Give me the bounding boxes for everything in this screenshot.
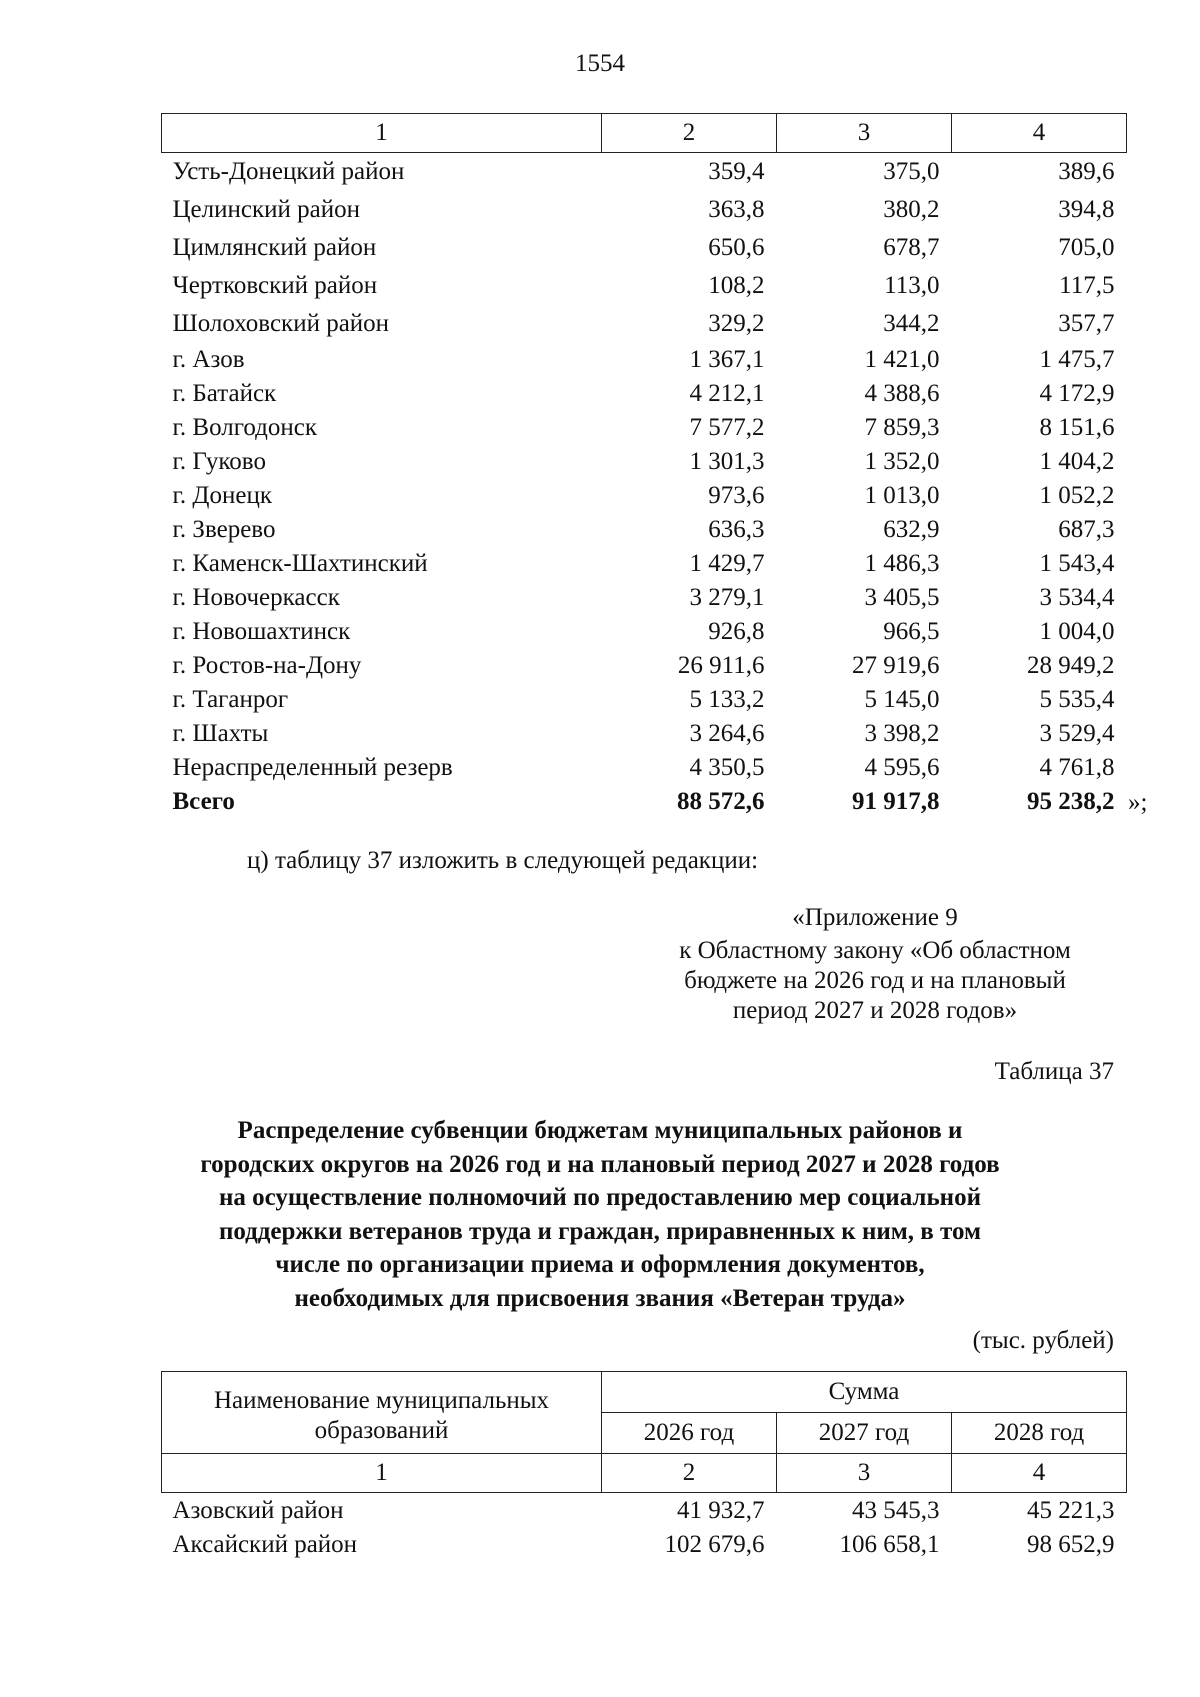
table-row [162, 683, 1127, 717]
amount-cell: 7 577,2 [689, 414, 765, 441]
amount-cell: 5 145,0 [864, 686, 940, 713]
column-number: 1 [162, 114, 602, 153]
municipality-name: Всего [172, 788, 235, 815]
amount-cell: 106 658,1 [839, 1531, 940, 1558]
heading-line: городских округов на 2026 год и на плановый период 2027 и 2028 годов [200, 1150, 1000, 1178]
column-number: 4 [952, 114, 1127, 153]
heading-line: на осуществление полномочий по предоставлению мер социальной [219, 1184, 981, 1211]
table-row [162, 615, 1127, 649]
amount-cell: 4 350,5 [689, 754, 765, 781]
municipality-name: Целинский район [172, 196, 360, 223]
amount-cell: 27 919,6 [852, 652, 940, 679]
amount-cell: 650,6 [708, 234, 765, 261]
table-row [162, 267, 1127, 305]
amount-cell: 1 429,7 [689, 550, 765, 577]
amount-cell: 3 405,5 [864, 584, 940, 611]
amount-cell: 357,7 [1058, 310, 1115, 337]
amount-cell: 359,4 [708, 158, 765, 186]
municipality-name: Азовский район [172, 1496, 344, 1524]
amount-cell: 678,7 [883, 234, 940, 261]
municipality-name: Чертковский район [172, 272, 378, 299]
table-row [162, 513, 1127, 547]
column-number: 3 [777, 114, 952, 153]
amount-cell: 394,8 [1058, 196, 1115, 223]
table-row [162, 479, 1127, 513]
year-header: 2026 год [602, 1413, 777, 1454]
amount-cell: 329,2 [708, 310, 765, 337]
amount-cell: 687,3 [1058, 516, 1115, 543]
municipality-name: г. Гуково [172, 448, 266, 475]
municipality-name: Усть-Донецкий район [172, 158, 405, 186]
amount-cell: 1 486,3 [864, 550, 940, 577]
amount-cell: 3 529,4 [1039, 720, 1115, 747]
column-number: 1 [162, 1454, 602, 1493]
amount-cell: 28 949,2 [1027, 652, 1115, 679]
table-37 [161, 1371, 1127, 1562]
municipality-name: г. Батайск [172, 380, 277, 407]
heading-line: Распределение субвенции бюджетам муниципальных районов и [237, 1117, 963, 1144]
table-row [162, 751, 1127, 785]
amount-cell: 4 172,9 [1039, 380, 1115, 407]
municipality-name: г. Зверево [172, 516, 276, 543]
table-row [162, 377, 1127, 411]
year-header: 2027 год [777, 1413, 952, 1454]
heading-line: поддержки ветеранов труда и граждан, приравненных к ним, в том [218, 1217, 982, 1245]
table-row [162, 1528, 1127, 1562]
amount-cell: 113,0 [884, 272, 940, 299]
column-number: 4 [952, 1454, 1127, 1493]
amount-cell: 95 238,2 [1027, 788, 1115, 815]
amount-cell: 4 212,1 [689, 380, 765, 407]
appendix-line: «Приложение 9 [792, 904, 958, 931]
page-number: 1554 [575, 50, 625, 77]
amount-cell: 705,0 [1058, 234, 1115, 261]
amount-cell: 88 572,6 [677, 788, 765, 815]
amount-cell: 1 543,4 [1039, 550, 1115, 577]
amount-cell: 91 917,8 [852, 788, 940, 815]
amount-cell: 5 133,2 [689, 686, 765, 713]
amount-cell: 380,2 [883, 196, 940, 223]
amount-cell: 1 367,1 [689, 346, 765, 373]
table-heading [150, 1114, 1050, 1315]
amount-cell: 636,3 [708, 516, 765, 543]
municipality-name: г. Волгодонск [172, 414, 318, 441]
amount-cell: 1 475,7 [1039, 346, 1115, 373]
amount-cell: 1 404,2 [1039, 448, 1115, 475]
amount-cell: 1 004,0 [1039, 618, 1115, 645]
table-row [162, 343, 1127, 377]
amount-cell: 3 279,1 [689, 584, 765, 611]
municipality-name: Нераспределенный резерв [172, 754, 453, 781]
amount-cell: 117,5 [1059, 272, 1115, 299]
appendix-line: бюджете на 2026 год и на плановый [684, 967, 1066, 994]
municipality-name: г. Каменск-Шахтинский [172, 550, 428, 577]
amount-cell: 3 264,6 [689, 720, 765, 747]
amount-cell: 3 534,4 [1039, 584, 1115, 611]
municipality-name: г. Донецк [172, 482, 272, 509]
appendix-line: к Областному закону «Об областном [679, 937, 1071, 964]
appendix-reference [640, 903, 1110, 1026]
amount-cell: 43 545,3 [852, 1496, 940, 1524]
amount-cell: 1 301,3 [689, 448, 765, 475]
amount-cell: 1 421,0 [864, 346, 940, 373]
amount-cell: 5 535,4 [1039, 686, 1115, 713]
municipality-name: г. Новошахтинск [172, 618, 351, 645]
amount-cell: 7 859,3 [864, 414, 940, 441]
amount-cell: 1 052,2 [1039, 482, 1115, 509]
municipality-column-header: Наименование муниципальных образований [162, 1372, 602, 1454]
amount-cell: 344,2 [883, 310, 940, 337]
amount-cell: 632,9 [883, 516, 940, 543]
table-1 [161, 113, 1127, 819]
table-row [162, 191, 1127, 229]
table-label: Таблица 37 [994, 1058, 1114, 1085]
municipality-name: Шолоховский район [172, 310, 390, 337]
amount-cell: 8 151,6 [1039, 414, 1115, 441]
table-37-column-numbers [162, 1454, 1127, 1493]
amount-cell: 1 013,0 [864, 482, 940, 509]
table-1-column-numbers [162, 114, 1127, 153]
table-row [162, 153, 1127, 191]
table-row [162, 717, 1127, 751]
municipality-name: г. Азов [172, 346, 245, 373]
municipality-name: Цимлянский район [172, 234, 377, 261]
table-row [162, 305, 1127, 343]
amount-cell: 389,6 [1058, 158, 1115, 186]
municipality-name: Аксайский район [172, 1531, 358, 1558]
amount-cell: 1 352,0 [864, 448, 940, 475]
table-row [162, 411, 1127, 445]
table-row [162, 649, 1127, 683]
year-header: 2028 год [952, 1413, 1127, 1454]
table-row [162, 581, 1127, 615]
amount-cell: 363,8 [708, 196, 765, 223]
amount-cell: 375,0 [883, 158, 940, 186]
amount-cell: 41 932,7 [677, 1496, 765, 1524]
heading-line: числе по организации приема и оформления документов, [275, 1251, 925, 1278]
municipality-name: г. Ростов-на-Дону [172, 652, 362, 679]
municipality-name: г. Шахты [172, 720, 269, 747]
amount-cell: 26 911,6 [677, 652, 765, 679]
municipality-name: г. Новочеркасск [172, 584, 340, 611]
amount-cell: 973,6 [708, 482, 765, 509]
amount-cell: 108,2 [708, 272, 765, 299]
amount-cell: 4 761,8 [1039, 754, 1115, 781]
amount-cell: 102 679,6 [664, 1531, 765, 1558]
heading-line: необходимых для присвоения звания «Ветеран труда» [294, 1284, 906, 1312]
column-number: 2 [602, 1454, 777, 1493]
amount-cell: 966,5 [883, 618, 940, 645]
table-row [162, 1493, 1127, 1528]
units-label: (тыс. рублей) [972, 1327, 1114, 1354]
table-row [162, 229, 1127, 267]
column-number: 2 [602, 114, 777, 153]
amount-cell: 45 221,3 [1027, 1496, 1115, 1524]
table-row [162, 547, 1127, 581]
amount-cell: 4 595,6 [864, 754, 940, 781]
sum-header: Сумма [602, 1372, 1127, 1413]
amount-cell: 4 388,6 [864, 380, 940, 407]
municipality-name: г. Таганрог [172, 686, 289, 713]
column-number: 3 [777, 1454, 952, 1493]
instruction-paragraph: ц) таблицу 37 изложить в следующей редакции: [247, 847, 759, 874]
total-row [162, 785, 1127, 819]
amount-cell: 98 652,9 [1027, 1531, 1115, 1558]
amount-cell: 926,8 [708, 618, 765, 645]
table-row [162, 445, 1127, 479]
appendix-line: период 2027 и 2028 годов» [732, 997, 1018, 1024]
closing-mark: »; [1128, 789, 1148, 816]
amount-cell: 3 398,2 [864, 720, 940, 747]
